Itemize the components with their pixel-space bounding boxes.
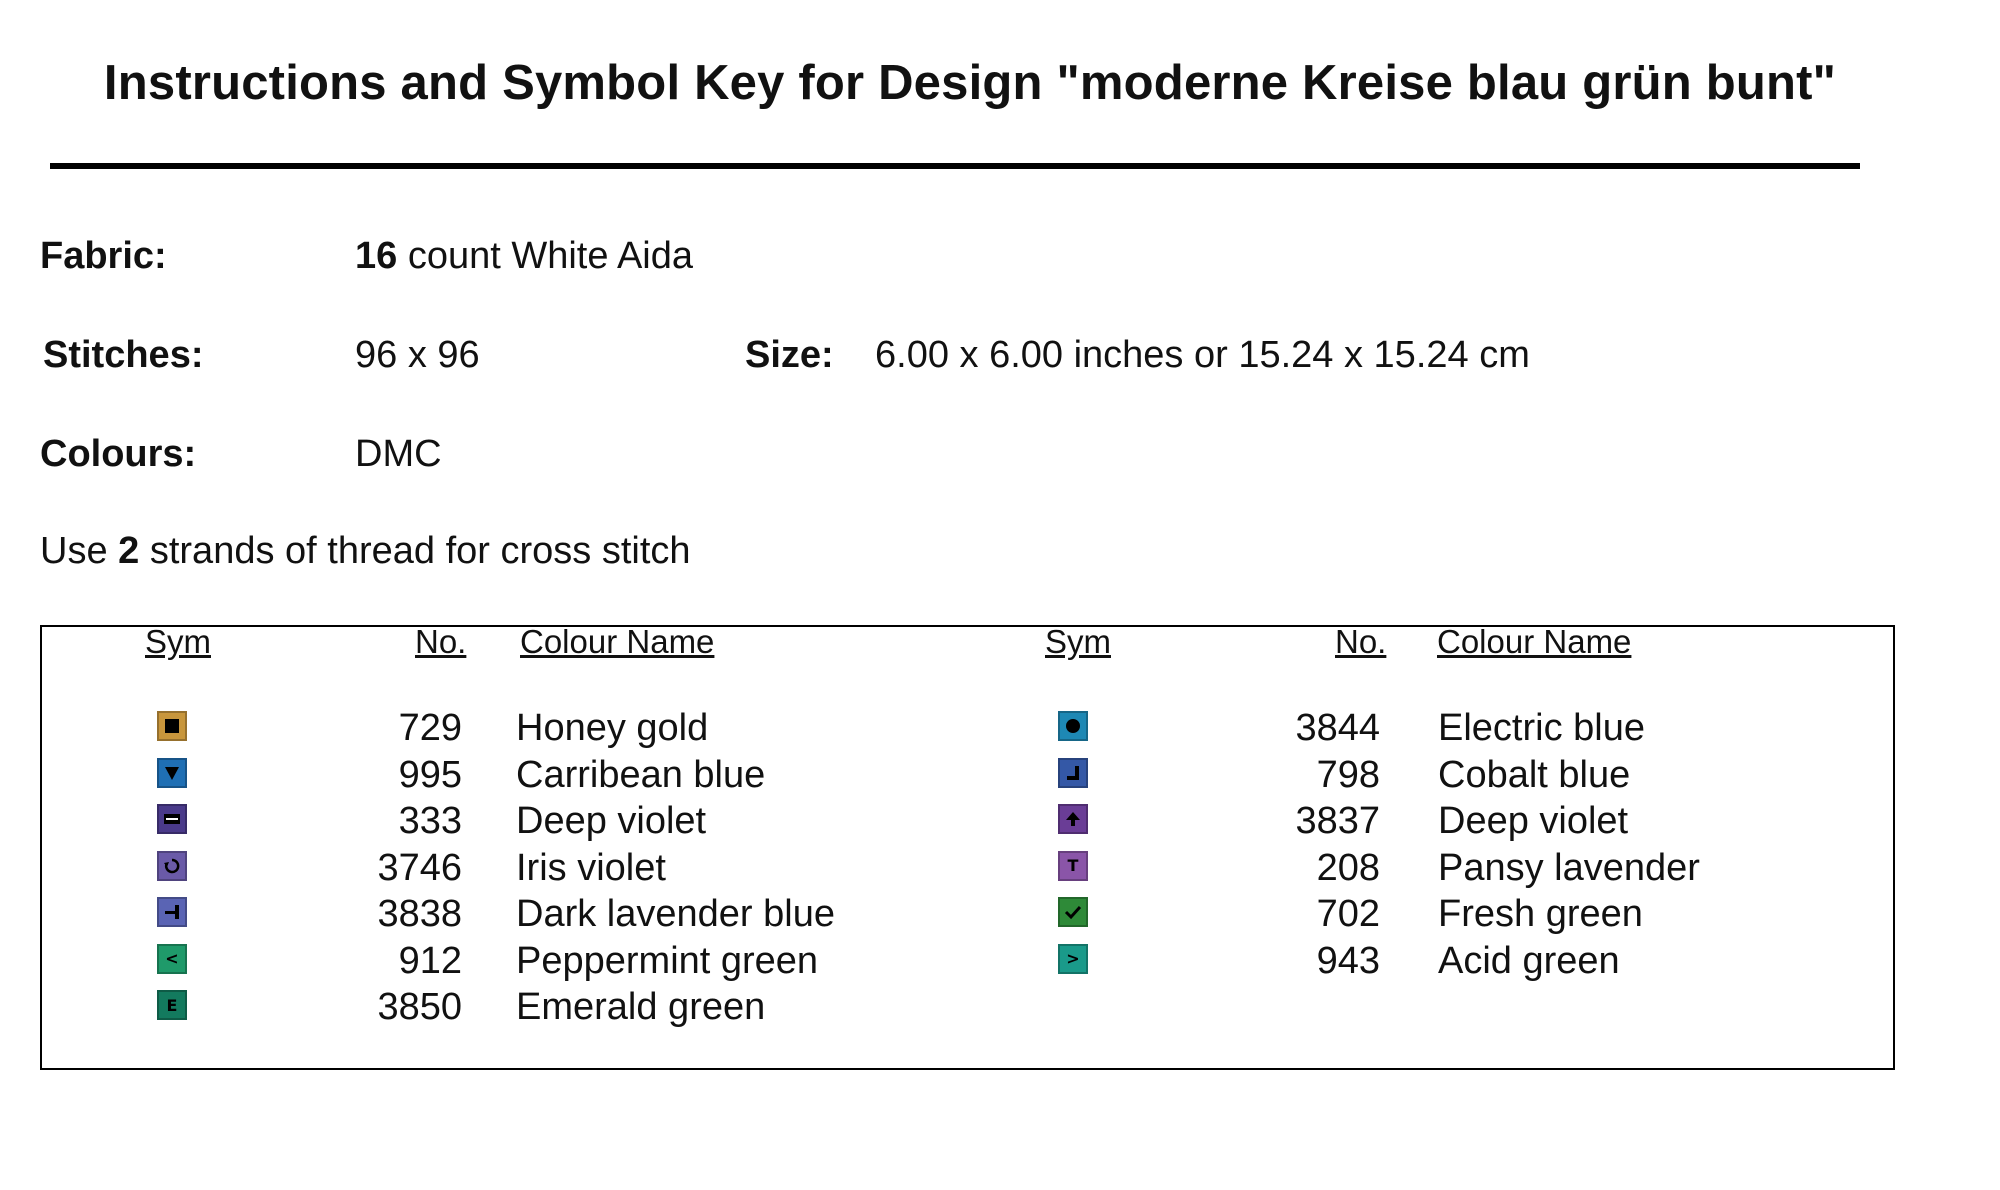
colour-name: Deep violet <box>516 800 707 842</box>
bar-icon <box>157 804 187 834</box>
dmc-number: 729 <box>398 707 462 749</box>
size-label: Size: <box>745 334 834 376</box>
header-no-left: No. <box>415 623 467 660</box>
dmc-number: 208 <box>1316 846 1380 889</box>
strands-suffix: strands of thread for cross stitch <box>149 530 691 572</box>
strands-prefix: Use <box>40 530 108 572</box>
dmc-number: 3844 <box>1295 707 1380 749</box>
t-right-icon <box>157 897 187 927</box>
j-icon <box>1058 758 1088 788</box>
dmc-number: 995 <box>398 753 462 796</box>
title-divider <box>50 163 1860 169</box>
arrow-up-icon <box>1058 804 1088 834</box>
letter-e-icon: E <box>157 990 187 1020</box>
dmc-number: 333 <box>398 800 462 842</box>
fabric-label: Fabric: <box>40 235 167 277</box>
stitches-value: 96 x 96 <box>355 334 480 376</box>
fabric-count: 16 <box>355 235 398 277</box>
colour-name: Iris violet <box>516 846 666 889</box>
fabric-value <box>355 235 693 278</box>
header-colour-name-left: Colour Name <box>520 623 715 660</box>
dmc-number: 798 <box>1316 753 1380 796</box>
dmc-number: 3850 <box>377 986 462 1028</box>
fabric-description: count White Aida <box>407 235 694 277</box>
circle-arrow-icon <box>157 851 187 881</box>
dmc-number: 3746 <box>377 846 462 889</box>
colour-name: Honey gold <box>516 707 709 749</box>
square-icon <box>157 711 187 741</box>
colour-name: Dark lavender blue <box>516 893 835 935</box>
dmc-number: 912 <box>398 939 462 982</box>
strands-count: 2 <box>118 530 140 572</box>
triangle-down-icon <box>157 758 187 788</box>
letter-t-icon: T <box>1058 851 1088 881</box>
colour-name: Fresh green <box>1438 893 1643 935</box>
colours-label: Colours: <box>40 433 197 475</box>
header-sym-left: Sym <box>145 623 211 660</box>
dmc-number: 3838 <box>377 893 462 935</box>
greater-than-icon: > <box>1058 944 1088 974</box>
stitches-label: Stitches: <box>43 334 204 376</box>
header-colour-name-right: Colour Name <box>1437 623 1632 660</box>
dmc-number: 3837 <box>1295 800 1380 842</box>
colour-name: Carribean blue <box>516 753 766 796</box>
colour-name: Electric blue <box>1438 707 1645 749</box>
colour-name: Deep violet <box>1438 800 1629 842</box>
colour-name: Pansy lavender <box>1438 846 1700 889</box>
colour-name: Cobalt blue <box>1438 753 1631 796</box>
dmc-number: 943 <box>1316 939 1380 982</box>
check-icon <box>1058 897 1088 927</box>
header-no-right: No. <box>1335 623 1387 660</box>
page-title: Instructions and Symbol Key for Design "moderne Kreise blau grün bunt" <box>103 56 1837 110</box>
circle-icon <box>1058 711 1088 741</box>
colours-value: DMC <box>355 433 442 475</box>
strands-instruction <box>40 530 691 573</box>
colour-name: Acid green <box>1438 939 1620 982</box>
less-than-icon: < <box>157 944 187 974</box>
dmc-number: 702 <box>1316 893 1380 935</box>
size-value: 6.00 x 6.00 inches or 15.24 x 15.24 cm <box>875 334 1530 376</box>
colour-name: Emerald green <box>516 986 766 1028</box>
colour-name: Peppermint green <box>516 939 819 982</box>
header-sym-right: Sym <box>1045 623 1111 660</box>
